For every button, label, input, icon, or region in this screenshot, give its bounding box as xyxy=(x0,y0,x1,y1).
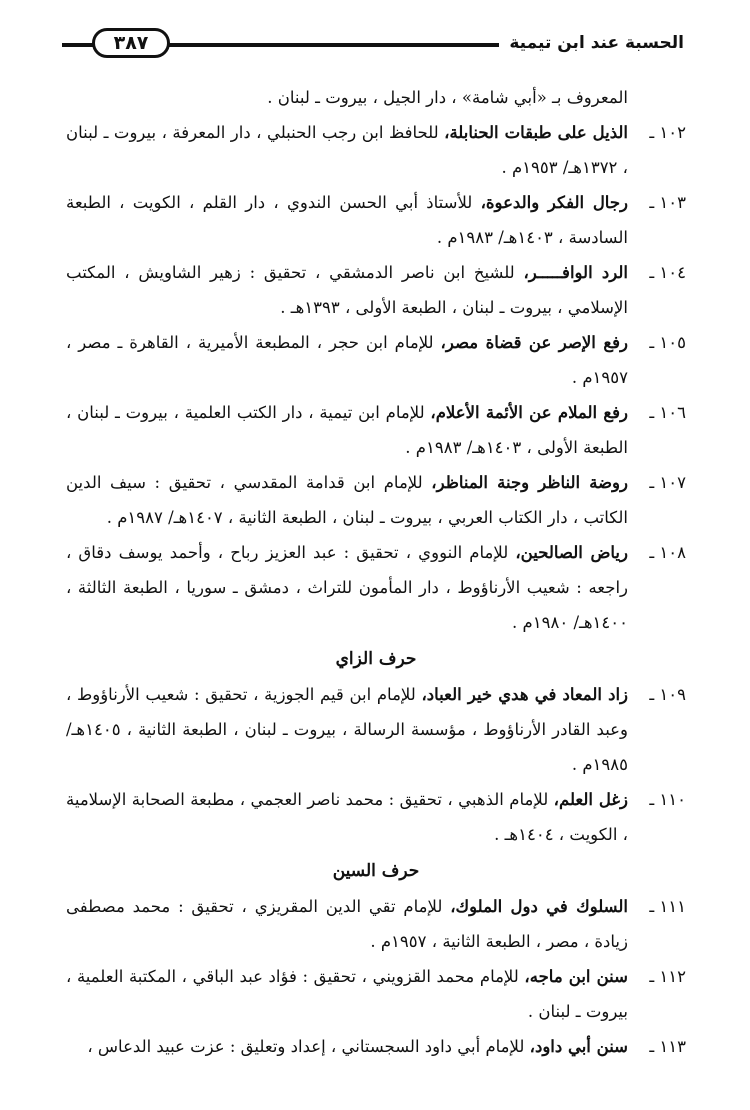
entry-title: روضة الناظر وجنة المناظر، xyxy=(431,473,628,492)
entry-title: رفع الملام عن الأئمة الأعلام، xyxy=(430,403,628,422)
section-heading-zay: حرف الزاي xyxy=(335,649,417,669)
entry-title: رجال الفكر والدعوة، xyxy=(480,193,628,212)
bib-entry-112 xyxy=(66,959,686,1029)
entry-title: زغل العلم، xyxy=(553,790,628,809)
bib-entry-109 xyxy=(66,677,686,782)
entry-number: ١٠٨ ـ xyxy=(649,543,686,562)
entry-title: رياض الصالحين، xyxy=(515,543,628,562)
entry-title: رفع الإصر عن قضاة مصر، xyxy=(440,333,628,352)
entry-number: ١٠٢ ـ xyxy=(649,123,686,142)
page-number: ٣٨٧ xyxy=(92,28,170,58)
entry-details: للإمام تقي الدين المقريزي ، تحقيق : محمد مصطفى زيادة ، مصر ، الطبعة الثانية ، ١٩٥٧م . xyxy=(66,897,628,951)
running-title: الحسبة عند ابن تيمية xyxy=(499,28,684,58)
entry-details: للإمام ابن حجر ، المطبعة الأميرية ، القاهرة ـ مصر ، ١٩٥٧م . xyxy=(66,333,628,387)
bib-entry-104 xyxy=(66,255,686,325)
entry-title: زاد المعاد في هدي خير العباد، xyxy=(421,685,629,704)
entry-number: ١٠٥ ـ xyxy=(649,333,686,352)
entry-title: سنن ابن ماجه، xyxy=(524,967,628,986)
entry-title: سنن أبي داود، xyxy=(529,1037,628,1056)
entry-number: ١٠٩ ـ xyxy=(649,685,686,704)
entry-number: ١٠٧ ـ xyxy=(649,473,686,492)
entry-details: للشيخ ابن ناصر الدمشقي ، تحقيق : زهير الشاويش ، المكتب الإسلامي ، بيروت ـ لبنان ، الطبعة الأولى ، ١٣٩٣هـ . xyxy=(66,263,628,317)
bib-entry-102 xyxy=(66,115,686,185)
entry-number: ١٠٦ ـ xyxy=(649,403,686,422)
entry-title: الذيل على طبقات الحنابلة، xyxy=(444,123,629,142)
entry-number: ١١١ ـ xyxy=(649,897,686,916)
entry-title: السلوك في دول الملوك، xyxy=(450,897,629,916)
entry-number: ١١٠ ـ xyxy=(649,790,686,809)
bib-entry-113 xyxy=(66,1029,686,1064)
bib-entry-108 xyxy=(66,535,686,640)
bib-entry-103 xyxy=(66,185,686,255)
bib-entry-110 xyxy=(66,782,686,852)
section-heading-sin: حرف السين xyxy=(332,861,420,881)
entry-details: للإمام ابن تيمية ، دار الكتب العلمية ، بيروت ـ لبنان ، الطبعة الأولى ، ١٤٠٣هـ/ ١٩٨٣م . xyxy=(66,403,628,457)
entry-details: للإمام النووي ، تحقيق : عبد العزيز رباح ، وأحمد يوسف دقاق ، راجعه : شعيب الأرناؤوط ، دار المأمون للتراث ، دمشق ـ سوريا ، الطبعة الثالثة ، ١٤٠٠هـ/ ١٩٨٠م . xyxy=(66,543,628,632)
entry-number: ١١٢ ـ xyxy=(649,967,686,986)
continuation-text: المعروف بـ «أبي شامة» ، دار الجيل ، بيروت ـ لبنان . xyxy=(267,88,628,107)
bibliography-list xyxy=(66,80,686,1064)
page-header xyxy=(62,26,684,62)
entry-number: ١٠٣ ـ xyxy=(649,193,686,212)
entry-number: ١١٣ ـ xyxy=(649,1037,686,1056)
entry-details: للإمام الذهبي ، تحقيق : محمد ناصر العجمي ، مطبعة الصحابة الإسلامية ، الكويت ، ١٤٠٤هـ . xyxy=(66,790,628,844)
entry-details: للحافظ ابن رجب الحنبلي ، دار المعرفة ، بيروت ـ لبنان ، ١٣٧٢هـ/ ١٩٥٣م . xyxy=(66,123,628,177)
entry-details: للإمام أبي داود السجستاني ، إعداد وتعليق : عزت عبيد الدعاس ، xyxy=(87,1037,530,1056)
entry-details: للإمام ابن قدامة المقدسي ، تحقيق : سيف الدين الكاتب ، دار الكتاب العربي ، بيروت ـ لبنان ، الطبعة الثانية ، ١٤٠٧هـ/ ١٩٨٧م . xyxy=(66,473,628,527)
bib-entry-105 xyxy=(66,325,686,395)
bib-entry-107 xyxy=(66,465,686,535)
bib-entry-106 xyxy=(66,395,686,465)
entry-title: الرد الوافـــــر، xyxy=(523,263,628,282)
bib-entry-111 xyxy=(66,889,686,959)
entry-details: للإمام ابن قيم الجوزية ، تحقيق : شعيب الأرناؤوط ، وعبد القادر الأرناؤوط ، مؤسسة الرسالة ، بيروت ـ لبنان ، الطبعة الثانية ، ١٤٠٥هـ/ ١٩٨٥م . xyxy=(66,685,628,774)
entry-details: للأستاذ أبي الحسن الندوي ، دار القلم ، الكويت ، الطبعة السادسة ، ١٤٠٣هـ/ ١٩٨٣م . xyxy=(66,193,628,247)
entry-number: ١٠٤ ـ xyxy=(649,263,686,282)
entry-details: للإمام محمد القزويني ، تحقيق : فؤاد عبد الباقي ، المكتبة العلمية ، بيروت ـ لبنان . xyxy=(66,967,628,1021)
